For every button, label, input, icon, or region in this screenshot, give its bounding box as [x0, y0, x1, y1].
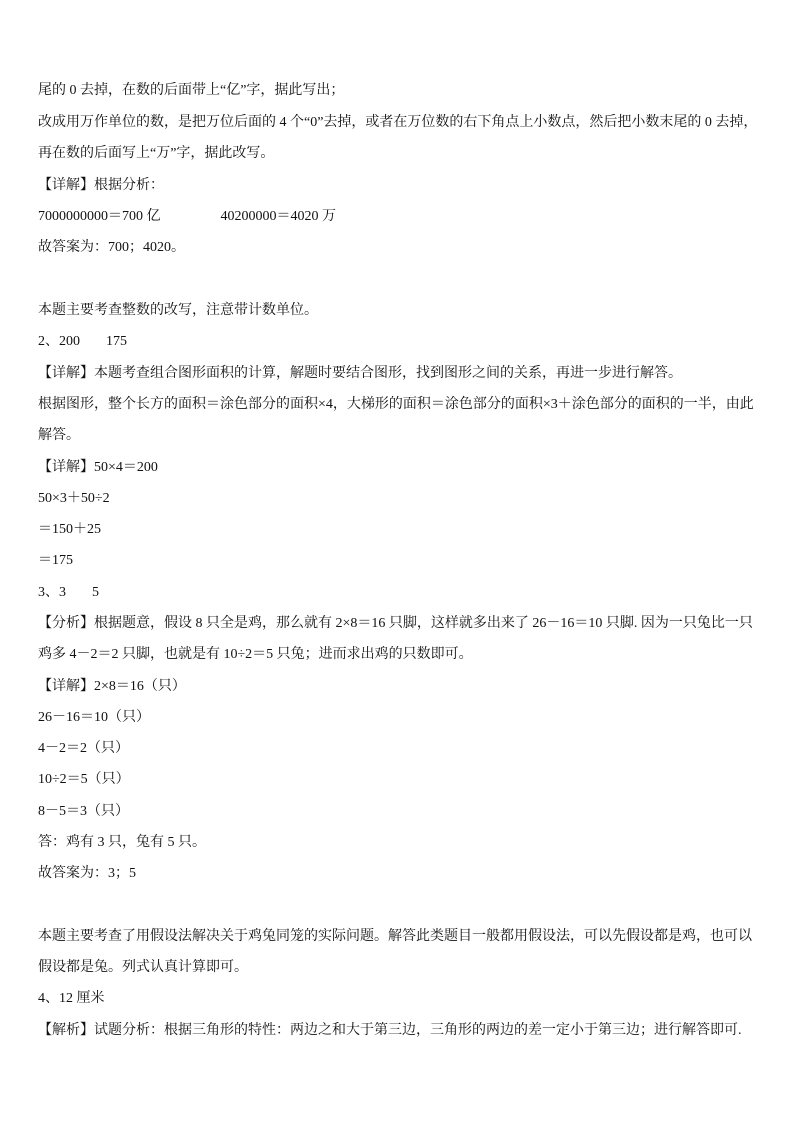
- answer-number: 2、200: [38, 334, 80, 349]
- text-line: 【详解】根据分析：: [38, 178, 164, 193]
- text-line: ＝175: [38, 553, 73, 568]
- answer-line: [38, 584, 99, 602]
- text-line: 本题主要考查整数的改写，注意带计数单位。: [38, 303, 318, 318]
- text-line: 【解析】试题分析：根据三角形的特性：两边之和大于第三边，三角形的两边的差一定小于第三边；进行解答即可.: [38, 1023, 742, 1038]
- text-line: 根据图形，整个长方的面积＝涂色部分的面积×4，大梯形的面积＝涂色部分的面积×3＋涂色部分的面积的一半，由此: [38, 397, 754, 412]
- text-line-pair: [38, 208, 336, 226]
- text-line: 10÷2＝5（只）: [38, 772, 130, 787]
- text-line: 50×3＋50÷2: [38, 491, 110, 506]
- answer-number: 3、3: [38, 585, 66, 600]
- text-line: 本题主要考查了用假设法解决关于鸡兔同笼的实际问题。解答此类题目一般都用假设法，可以先假设都是鸡，也可以: [38, 929, 752, 944]
- text-line: 假设都是兔。列式认真计算即可。: [38, 960, 248, 975]
- answer-line: [38, 333, 127, 351]
- text-line: 【分析】根据题意，假设 8 只全是鸡，那么就有 2×8＝16 只脚，这样就多出来了 26－16＝10 只脚. 因为一只兔比一只: [38, 616, 753, 631]
- text-line: 尾的 0 去掉，在数的后面带上“亿”字，据此写出；: [38, 83, 345, 98]
- answer-value: 175: [106, 334, 127, 349]
- text-line: 鸡多 4－2＝2 只脚，也就是有 10÷2＝5 只兔；进而求出鸡的只数即可。: [38, 647, 473, 662]
- text-line: 答：鸡有 3 只，兔有 5 只。: [38, 835, 206, 850]
- text-line: 【详解】50×4＝200: [38, 460, 158, 475]
- equation-2: 40200000＝4020 万: [220, 209, 336, 224]
- text-line: 8－5＝3（只）: [38, 804, 129, 819]
- text-line: 4－2＝2（只）: [38, 741, 129, 756]
- answer-value: 5: [92, 585, 99, 600]
- text-line: 【详解】2×8＝16（只）: [38, 679, 186, 694]
- text-line: 26－16＝10（只）: [38, 710, 150, 725]
- text-line: 故答案为：700；4020。: [38, 240, 185, 255]
- text-line: 解答。: [38, 428, 80, 443]
- text-line: 再在数的后面写上“万”字，据此改写。: [38, 146, 275, 161]
- text-line: 【详解】本题考查组合图形面积的计算，解题时要结合图形，找到图形之间的关系，再进一步进行解答。: [38, 366, 682, 381]
- text-line: 故答案为：3；5: [38, 866, 136, 881]
- text-line: ＝150＋25: [38, 522, 101, 537]
- equation-1: 7000000000＝700 亿: [38, 209, 161, 224]
- text-line: 改成用万作单位的数，是把万位后面的 4 个“0”去掉，或者在万位数的右下角点上小数点，然后把小数末尾的 0 去掉，: [38, 115, 758, 130]
- text-line: 4、12 厘米: [38, 991, 105, 1006]
